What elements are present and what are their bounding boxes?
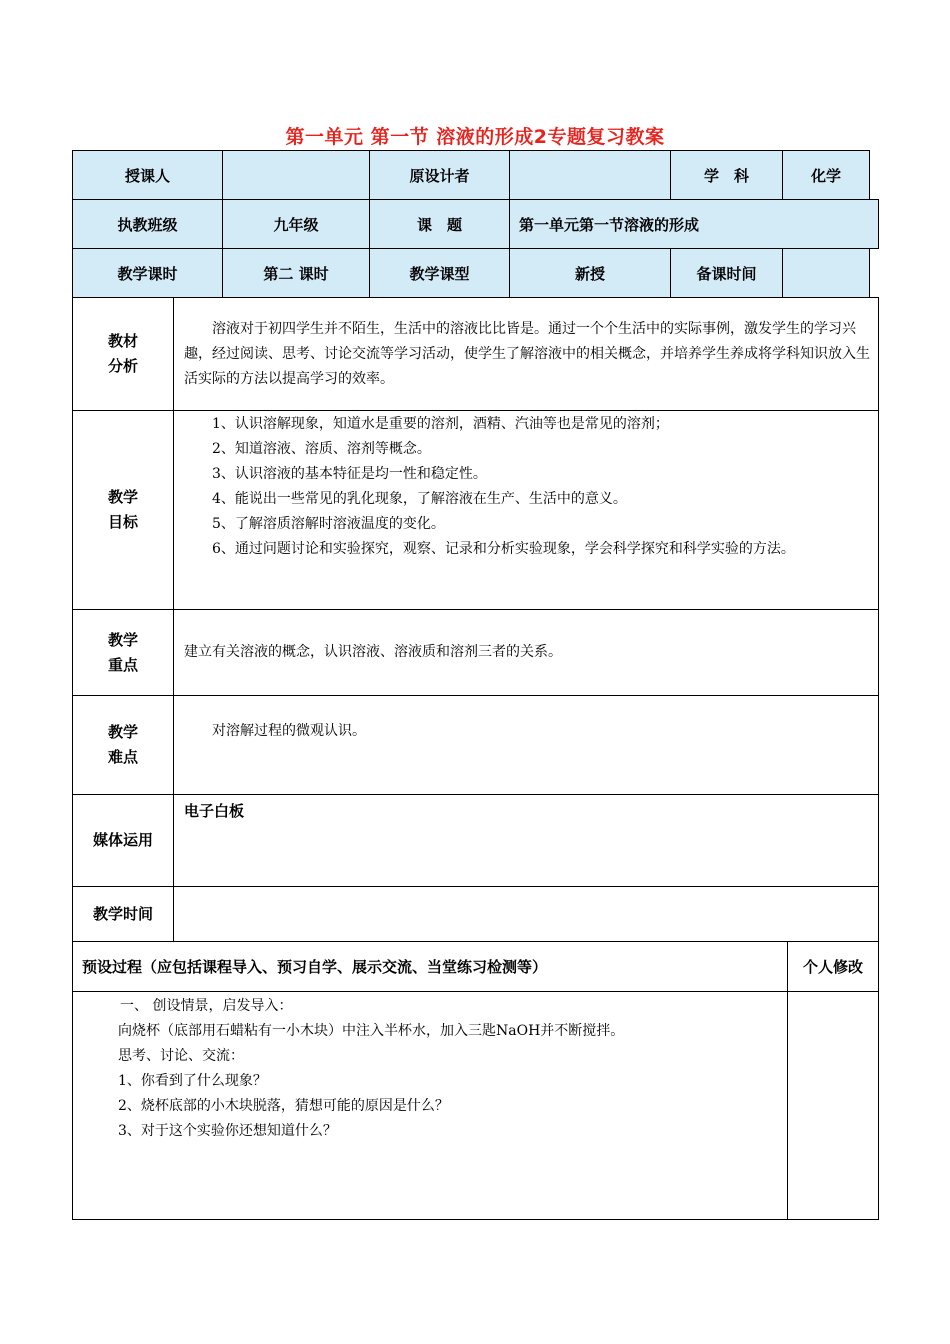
media-text: 电子白板 [184, 802, 245, 820]
difficulties-text: 对溶解过程的微观认识。 [212, 723, 366, 739]
goal-item: 1、认识溶解现象，知道水是重要的溶剂，酒精、汽油等也是常见的溶剂； [212, 416, 669, 432]
media-label: 媒体运用 [72, 794, 174, 887]
key-points-content [173, 609, 879, 696]
goals-label-line1: 教学 [107, 488, 138, 506]
analysis-label-line1: 教材 [107, 332, 138, 350]
subject-value: 化学 [782, 150, 870, 200]
process-line: 1、你看到了什么现象？ [118, 1073, 267, 1089]
document-title: 第一单元 第一节 溶液的形成2专题复习教案 [285, 126, 665, 148]
goals-list [184, 412, 795, 562]
subject-label: 学 科 [670, 150, 783, 200]
difficulties-label-line1: 教学 [107, 723, 138, 741]
goal-item: 4、能说出一些常见的乳化现象，了解溶液在生产、生活中的意义。 [212, 491, 627, 507]
goals-content [173, 410, 879, 610]
goals-label [72, 410, 174, 610]
analysis-text: 溶液对于初四学生并不陌生，生活中的溶液比比皆是。通过一个个生活中的实际事例，激发学生的学习兴趣，经过阅读、思考、讨论交流等学习活动，使学生了解溶液中的相关概念，并培养学生养成将学科知识放入生活实际的方法以提高学习的效率。 [184, 320, 870, 387]
goal-item: 3、认识溶液的基本特征是均一性和稳定性。 [212, 466, 487, 482]
goal-item: 6、通过问题讨论和实验探究，观察、记录和分析实验现象，学会科学探究和科学实验的方法。 [212, 541, 795, 557]
analysis-label [72, 297, 174, 411]
period-value: 第二 课时 [222, 248, 370, 298]
analysis-content [173, 297, 879, 411]
teacher-value [222, 150, 370, 200]
topic-label: 课 题 [369, 199, 510, 249]
goals-label-line2: 目标 [107, 513, 138, 531]
goal-item: 2、知道溶液、溶质、溶剂等概念。 [212, 441, 431, 457]
revision-content [787, 991, 879, 1220]
time-content [173, 886, 879, 942]
key-points-label-line2: 重点 [107, 655, 138, 674]
process-line: 3、对于这个实验你还想知道什么？ [118, 1123, 337, 1139]
key-points-label-line1: 教学 [107, 630, 138, 649]
process-lines [118, 994, 624, 1144]
difficulties-content [173, 695, 879, 795]
analysis-label-line2: 分析 [107, 357, 138, 375]
process-line: 思考、讨论、交流： [118, 1048, 244, 1064]
media-content [173, 794, 879, 887]
class-value: 九年级 [222, 199, 370, 249]
period-label: 教学课时 [72, 248, 223, 298]
class-label: 执教班级 [72, 199, 223, 249]
key-points-text: 建立有关溶液的概念，认识溶液、溶液质和溶剂三者的关系。 [184, 644, 562, 660]
process-header: 预设过程（应包括课程导入、预习自学、展示交流、当堂练习检测等） [72, 941, 788, 992]
type-value: 新授 [509, 248, 671, 298]
topic-value: 第一单元第一节溶液的形成 [509, 199, 879, 249]
designer-label: 原设计者 [369, 150, 510, 200]
process-line: 一、 创设情景，启发导入： [120, 998, 293, 1014]
process-content [72, 991, 788, 1220]
difficulties-label-line2: 难点 [107, 748, 138, 766]
prep-label: 备课时间 [670, 248, 783, 298]
type-label: 教学课型 [369, 248, 510, 298]
revision-header: 个人修改 [787, 941, 879, 992]
prep-value [782, 248, 870, 298]
process-line: 向烧杯（底部用石蜡粘有一小木块）中注入半杯水，加入三匙NaOH并不断搅拌。 [118, 1023, 625, 1039]
goal-item: 5、了解溶质溶解时溶液温度的变化。 [212, 516, 445, 532]
difficulties-label [72, 695, 174, 795]
time-label: 教学时间 [72, 886, 174, 942]
process-line: 2、烧杯底部的小木块脱落，猜想可能的原因是什么？ [118, 1098, 449, 1114]
designer-value [509, 150, 671, 200]
key-points-label [72, 609, 174, 696]
teacher-label: 授课人 [72, 150, 223, 200]
